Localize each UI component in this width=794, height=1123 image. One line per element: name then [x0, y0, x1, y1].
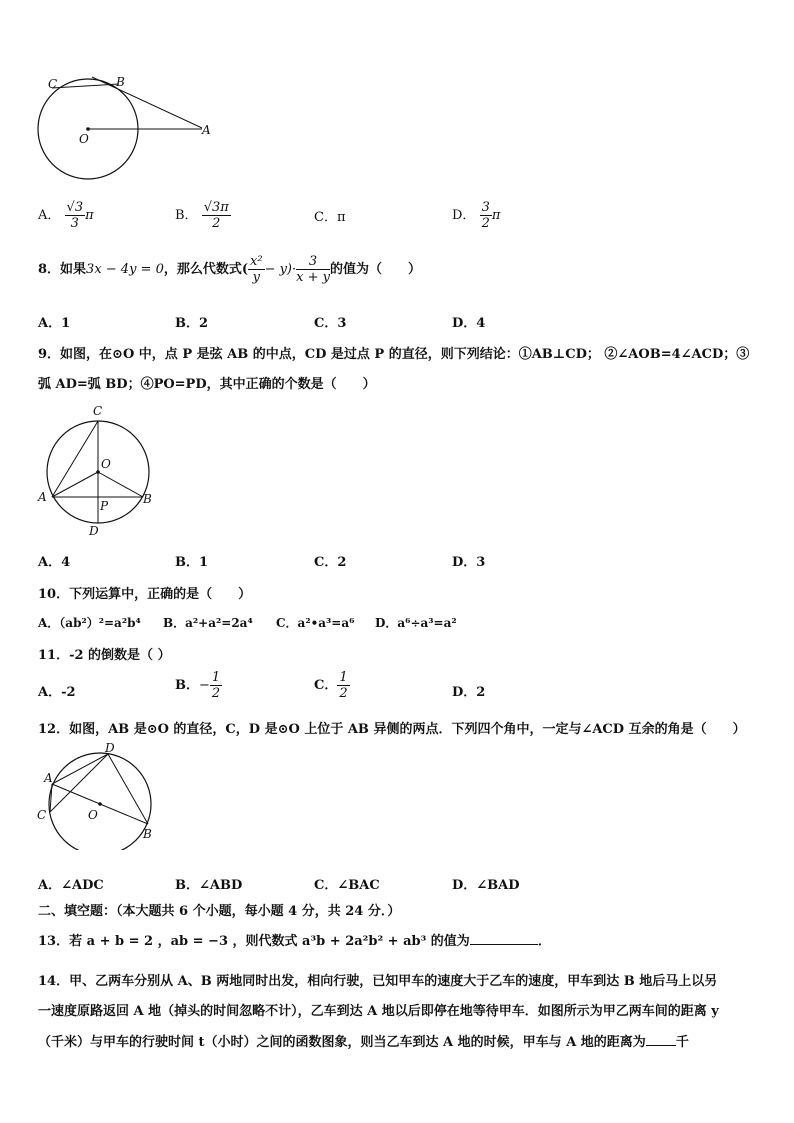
center-dot [86, 127, 90, 131]
answer-blank[interactable] [470, 932, 538, 945]
line-db [108, 754, 148, 824]
q9-option-d: D．3 [452, 555, 486, 570]
q7-option-d: D． $\frac{3}{2}$ π [452, 200, 501, 231]
tangent-line [92, 77, 202, 128]
label-p: P [100, 499, 109, 513]
q10-stem: 10．下列运算中，正确的是（ ） [38, 587, 252, 602]
q9-figure [30, 400, 170, 545]
label-c: C [48, 77, 58, 91]
q10-option-a: A．（ab²）²=a²b⁴ [38, 616, 141, 630]
q7-option-c: C．π [314, 210, 346, 225]
q8-option-d: D．4 [452, 316, 486, 331]
q10-option-b: B．a²+a²=2a⁴ [163, 616, 253, 630]
q9-option-a: A．4 [38, 555, 71, 570]
label-d: D [105, 741, 115, 755]
q7-figure [30, 70, 220, 195]
q11-option-b: B．− $\frac{1}{2}$ [175, 670, 221, 701]
q8-option-b: B．2 [175, 316, 209, 331]
line-ad [52, 754, 108, 784]
label-a: A [202, 123, 211, 137]
q9-stem-line1: 9．如图，在⊙O 中，点 P 是弦 AB 的中点，CD 是过点 P 的直径，则下列结论：①AB⊥CD； ②∠AOB=4∠ACD；③ [38, 347, 750, 362]
q11-option-d: D．2 [452, 685, 486, 700]
label-b: B [116, 75, 125, 89]
line-ob [98, 472, 143, 497]
q12-option-a: A．∠ADC [38, 878, 104, 893]
q12-option-b: B．∠ABD [175, 878, 243, 893]
answer-blank[interactable] [646, 1033, 676, 1046]
q11-stem: 11．-2 的倒数是（ ） [38, 648, 171, 663]
label-c: C [37, 808, 47, 822]
q11-option-c: C． $\frac{1}{2}$ [314, 670, 348, 701]
q14-line2: 一速度原路返回 A 地（掉头的时间忽略不计），乙车到达 A 地以后即停在地等待甲车．如图所示为甲乙两车间的距离 y [38, 1004, 719, 1019]
label-b: B [143, 492, 152, 506]
q12-figure [30, 740, 170, 850]
line-ao [52, 472, 98, 497]
q12-stem: 12．如图，AB 是⊙O 的直径，C，D 是⊙O 上位于 AB 异侧的两点．下列四个角中，一定与∠ACD 互余的角是（ ） [38, 722, 746, 737]
q12-option-d: D．∠BAD [452, 878, 520, 893]
q8-stem: 8．如果3x − 4y = 0，那么代数式( $\frac{\text{x²}}{y}$ − y)· $\frac{3}{x + y}$ 的值为（ ） [38, 254, 421, 285]
q11-option-a: A．-2 [38, 685, 76, 700]
section-heading: 二、填空题：（本大题共 6 个小题，每小题 4 分，共 24 分．） [38, 904, 401, 919]
center-dot [98, 802, 102, 806]
q14-line3: （千米）与甲车的行驶时间 t（小时）之间的函数图象，则当乙车到达 A 地的时候，甲车与 A 地的距离为 千 [38, 1035, 689, 1050]
center-dot [96, 470, 100, 474]
label-c: C [93, 404, 103, 418]
label-o: O [79, 132, 89, 146]
q14-line1: 14．甲、乙两车分别从 A、B 两地同时出发，相向行驶，已知甲车的速度大于乙车的速度，甲车到达 B 地后马上以另 [38, 974, 718, 989]
q9-option-b: B．1 [175, 555, 209, 570]
label-a: A [44, 771, 53, 785]
label-o: O [101, 457, 111, 471]
q10-option-d: D．a⁶÷a³=a² [375, 616, 457, 630]
label-a: A [38, 490, 47, 504]
q8-option-a: A．1 [38, 316, 71, 331]
q10-option-c: C．a²•a³=a⁶ [276, 616, 355, 630]
q13-stem: 13．若 a + b = 2 ，ab = −3 ，则代数式 a³b + 2a²b² + ab³ 的值为 ． [38, 934, 551, 949]
q9-option-c: C．2 [314, 555, 347, 570]
q8-option-c: C．3 [314, 316, 347, 331]
label-b: B [143, 827, 152, 841]
q9-stem-line2: 弧 AD=弧 BD；④PO=PD，其中正确的个数是（ ） [38, 377, 376, 392]
q7-option-b: B． $\frac{√3\pi}{2}$ [175, 200, 229, 231]
label-o: O [88, 808, 98, 822]
line-ac [52, 421, 98, 497]
label-d: D [89, 524, 99, 538]
q7-option-a: A． $\frac{√3}{3}$ π [38, 200, 94, 231]
q12-option-c: C．∠BAC [314, 878, 380, 893]
